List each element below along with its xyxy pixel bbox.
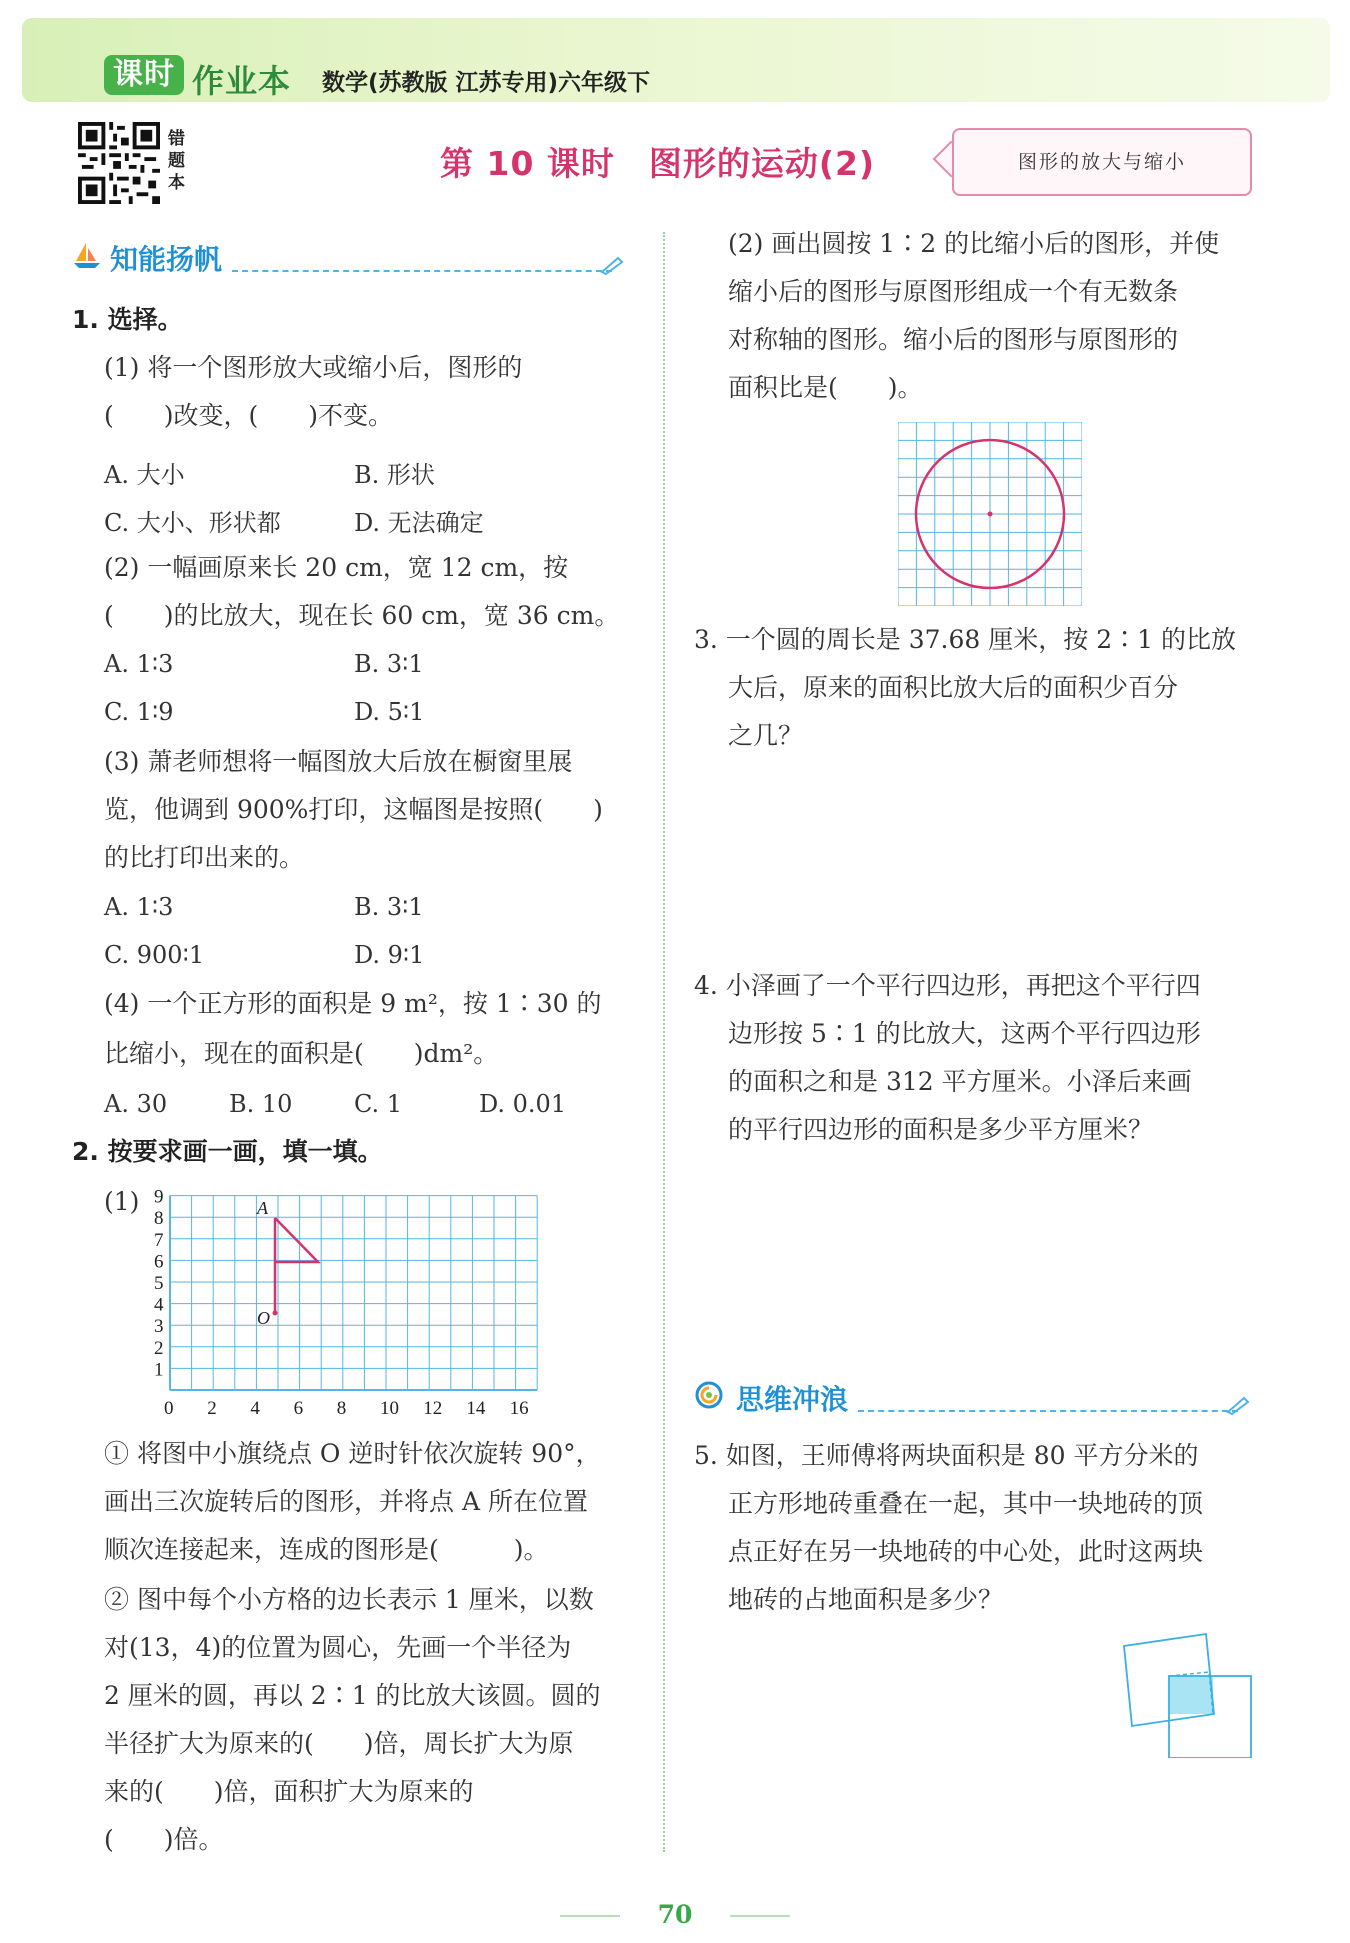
q2-p2-line3: 对称轴的图形。缩小后的图形与原图形的	[728, 325, 1179, 354]
section-underline-2	[858, 1410, 1238, 1412]
q1-p2-line2: ( )的比放大，现在长 60 cm，宽 36 cm。	[104, 601, 620, 630]
q5-line2: 正方形地砖重叠在一起，其中一块地砖的顶	[728, 1489, 1204, 1518]
book-info: 数学(苏教版 江苏专用)六年级下	[322, 70, 651, 96]
q1-p2-line1: (2) 一幅画原来长 20 cm，宽 12 cm，按	[104, 553, 569, 582]
brand-name: 作业本	[192, 62, 292, 100]
pen-icon	[598, 254, 626, 276]
circle-center-dot	[988, 512, 993, 517]
q4-line2: 边形按 5∶1 的比放大，这两个平行四边形	[728, 1019, 1201, 1048]
sailboat-icon	[72, 240, 102, 270]
swirl-icon	[694, 1380, 724, 1410]
page-number-line-right	[730, 1915, 790, 1917]
x-tick-label: 6	[293, 1398, 304, 1419]
q2-s2-line1: ② 图中每个小方格的边长表示 1 厘米，以数	[104, 1585, 594, 1614]
x-tick-label: 4	[250, 1398, 260, 1419]
q1-stem: 1. 选择。	[72, 305, 183, 334]
y-tick-label: 9	[154, 1186, 164, 1208]
q2-p2-line4: 面积比是( )。	[728, 373, 923, 402]
coordinate-grid	[140, 1180, 550, 1420]
q4-line4: 的平行四边形的面积是多少平方厘米？	[728, 1115, 1154, 1144]
q2-s1-line1: ① 将图中小旗绕点 O 逆时针依次旋转 90°，	[104, 1439, 601, 1468]
q1-p4-option: C. 1	[354, 1090, 403, 1118]
q1-p4-option: B. 10	[229, 1090, 293, 1118]
section-heading-2: 思维冲浪	[736, 1383, 849, 1416]
x-tick-label: 10	[380, 1398, 399, 1419]
q1-p3-option: D. 9∶1	[354, 941, 425, 969]
point-o-dot	[273, 1311, 278, 1316]
section-underline-1	[232, 270, 612, 272]
q1-p1-option: B. 形状	[354, 461, 435, 489]
y-tick-label: 8	[154, 1208, 164, 1230]
q1-p4-line2: 比缩小，现在的面积是( )dm²。	[104, 1039, 499, 1068]
q1-p4-option: A. 30	[104, 1090, 168, 1118]
point-a-label: A	[257, 1198, 268, 1218]
q1-p1-option: D. 无法确定	[354, 509, 484, 537]
q3-line2: 大后，原来的面积比放大后的面积少百分	[728, 673, 1179, 702]
y-tick-label: 5	[154, 1273, 164, 1294]
q2-s2-line5: 来的( )倍，面积扩大为原来的	[104, 1777, 474, 1806]
lesson-title: 第 10 课时 图形的运动(2)	[440, 144, 876, 183]
q1-p3-line1: (3) 萧老师想将一幅图放大后放在橱窗里展	[104, 747, 573, 776]
y-tick-label: 1	[154, 1359, 164, 1381]
q1-p2-option: A. 1∶3	[104, 650, 174, 678]
shaded-overlap	[1169, 1676, 1213, 1714]
flag	[275, 1218, 318, 1262]
q1-p1-option: A. 大小	[104, 461, 185, 489]
page-number: 70	[657, 1900, 693, 1929]
q1-p2-option: D. 5∶1	[354, 698, 425, 726]
q4-line3: 的面积之和是 312 平方厘米。小泽后来画	[728, 1067, 1192, 1096]
q1-p1-option: C. 大小、形状都	[104, 509, 281, 537]
x-tick-label: 16	[509, 1398, 529, 1419]
q5-line1: 5. 如图，王师傅将两块面积是 80 平方分米的	[694, 1441, 1199, 1470]
x-tick-label: 2	[207, 1398, 217, 1419]
q1-p3-option: A. 1∶3	[104, 893, 174, 921]
x-tick-label: 8	[336, 1398, 347, 1419]
circle-grid	[898, 422, 1082, 606]
q2-s1-line3: 顺次连接起来，连成的图形是( )。	[104, 1535, 549, 1564]
q1-p3-line2: 览，他调到 900%打印，这幅图是按照( )	[104, 795, 603, 824]
q1-p1-line2: ( )改变，( )不变。	[104, 401, 394, 430]
q2-s2-line4: 半径扩大为原来的( )倍，周长扩大为原	[104, 1729, 574, 1758]
topic-tag: 图形的放大与缩小	[952, 128, 1252, 196]
point-o-label: O	[257, 1308, 270, 1328]
q1-p4-line1: (4) 一个正方形的面积是 9 m²，按 1∶30 的	[104, 989, 602, 1018]
qr-code-icon[interactable]	[78, 122, 160, 204]
q2-s2-line2: 对(13，4)的位置为圆心，先画一个半径为	[104, 1633, 572, 1662]
y-tick-label: 2	[154, 1337, 164, 1359]
q3-line1: 3. 一个圆的周长是 37.68 厘米，按 2∶1 的比放	[694, 625, 1236, 654]
q1-p3-option: B. 3∶1	[354, 893, 424, 921]
q3-line3: 之几？	[728, 721, 804, 750]
y-tick-label: 6	[154, 1251, 164, 1273]
y-tick-label: 7	[154, 1229, 164, 1251]
qr-label: 错题本	[168, 129, 185, 193]
q1-p3-line3: 的比打印出来的。	[104, 843, 305, 872]
x-tick-label: 14	[466, 1398, 486, 1419]
q2-s1-line2: 画出三次旋转后的图形，并将点 A 所在位置	[104, 1487, 588, 1516]
q5-line4: 地砖的占地面积是多少？	[728, 1585, 1004, 1614]
y-tick-label: 3	[154, 1316, 164, 1338]
q5-line3: 点正好在另一块地砖的中心处，此时这两块	[728, 1537, 1204, 1566]
column-divider	[663, 232, 665, 1852]
overlapping-squares-figure	[1118, 1628, 1258, 1758]
q1-p4-option: D. 0.01	[479, 1090, 567, 1118]
q2-p2-line1: (2) 画出圆按 1∶2 的比缩小后的图形，并使	[728, 229, 1220, 258]
q2-s2-line6: ( )倍。	[104, 1825, 224, 1854]
x-tick-label: 12	[423, 1398, 443, 1419]
x-tick-label: 0	[164, 1398, 174, 1419]
q1-p2-option: B. 3∶1	[354, 650, 424, 678]
q2-p2-line2: 缩小后的图形与原图形组成一个有无数条	[728, 277, 1179, 306]
q2-s2-line3: 2 厘米的圆，再以 2∶1 的比放大该圆。圆的	[104, 1681, 601, 1710]
grid-lines	[170, 1196, 537, 1390]
page-number-line-left	[560, 1915, 620, 1917]
q4-line1: 4. 小泽画了一个平行四边形，再把这个平行四	[694, 971, 1201, 1000]
q1-p3-option: C. 900∶1	[104, 941, 205, 969]
y-tick-label: 4	[154, 1294, 164, 1316]
q1-p2-option: C. 1∶9	[104, 698, 174, 726]
pen-icon	[1224, 1394, 1252, 1416]
q2-stem: 2. 按要求画一画，填一填。	[72, 1137, 383, 1166]
brand-logo: 课时	[104, 55, 184, 95]
q1-p1-line1: (1) 将一个图形放大或缩小后，图形的	[104, 353, 523, 382]
section-heading-1: 知能扬帆	[110, 243, 223, 276]
q2-p1-label: (1)	[104, 1187, 140, 1216]
